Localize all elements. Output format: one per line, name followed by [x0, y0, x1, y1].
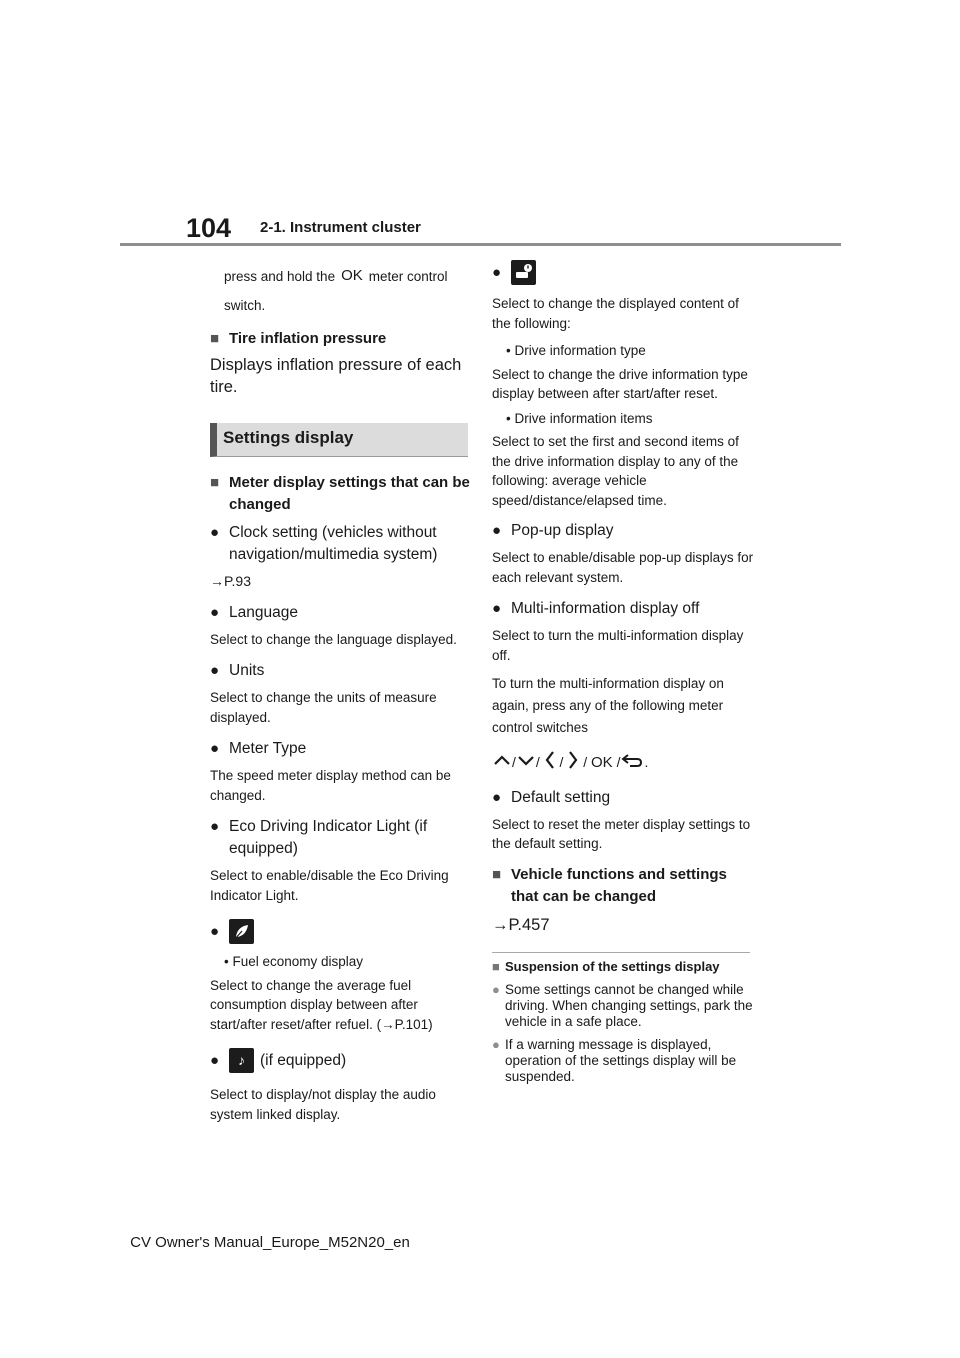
default-item: ● Default setting	[492, 788, 611, 806]
back-arrow-icon	[620, 752, 644, 774]
footer-text: CV Owner's Manual_Europe_M52N20_en	[130, 1234, 410, 1251]
note-title: ■ Suspension of the settings display	[492, 958, 720, 974]
continued-line1b: meter control	[368, 269, 448, 284]
popup-item: ● Pop-up display	[492, 522, 614, 539]
section-title: 2-1. Instrument cluster	[260, 219, 421, 236]
fuel-item: ●	[210, 919, 472, 944]
drive-type-sub: • Drive information type	[506, 343, 646, 358]
popup-desc: Select to enable/disable pop-up displays for each relevant system.	[492, 550, 754, 585]
eco-item: ● Eco Driving Indicator Light (if equipped)	[210, 818, 428, 857]
page-number: 104	[186, 213, 232, 243]
language-desc: Select to change the language displayed.	[210, 631, 457, 647]
audio-item: ● ♪ (if equipped)	[210, 1048, 472, 1073]
meter-type-desc: The speed meter display method can be changed.	[210, 768, 451, 803]
drive-info-icon	[511, 260, 536, 285]
chevron-down-icon	[516, 753, 536, 773]
leaf-icon	[229, 919, 254, 944]
turn-on-text: To turn the multi-information display on again, press any of the following meter control switches	[492, 676, 724, 735]
vehicle-functions-heading: ■ Vehicle functions and settings that can be changed	[492, 865, 727, 905]
switch-icons-row: / / / / OK / .	[492, 749, 754, 777]
music-note-icon: ♪	[229, 1048, 254, 1073]
chevron-left-icon	[544, 749, 556, 777]
ok-switch-glyph: OK	[341, 267, 363, 284]
chevron-up-icon	[492, 753, 512, 773]
ok-switch-label: OK	[591, 754, 613, 771]
audio-desc: Select to display/not display the audio system linked display.	[210, 1087, 436, 1122]
drive-items-sub: • Drive information items	[506, 410, 653, 426]
drive-type-desc: Select to change the drive information type display between after start/after reset.	[492, 366, 748, 401]
tire-heading: ■ Tire inflation pressure	[210, 330, 387, 347]
footer	[0, 1234, 960, 1251]
fuel-desc: Select to change the average fuel consumption display between after start/after reset/after refuel. (→P.101)	[210, 977, 433, 1032]
default-desc: Select to reset the meter display settings to the default setting.	[492, 816, 751, 851]
units-item: ● Units	[210, 662, 265, 679]
chevron-right-icon	[567, 749, 579, 777]
settings-display-header: Settings display	[210, 423, 468, 457]
note-rule	[492, 952, 750, 953]
fuel-sub: • Fuel economy display	[224, 954, 364, 969]
meter-type-item: ● Meter Type	[210, 740, 307, 757]
units-desc: Select to change the units of measure displayed.	[210, 690, 437, 725]
drive-items-desc: Select to set the first and second items of the drive information display to any of the following: average vehicle speed/distance/elapsed time.	[492, 434, 739, 508]
right-column	[492, 258, 754, 1085]
continued-line1: press and hold the	[224, 269, 336, 284]
tire-text: Displays inflation pressure of each tire.	[210, 356, 462, 396]
continued-line2: switch.	[224, 298, 266, 313]
drive-desc: Select to change the displayed content of the following:	[492, 296, 739, 331]
mid-off-desc: Select to turn the multi-information display off.	[492, 628, 744, 663]
note-item-2: ● If a warning message is displayed, operation of the settings display will be suspended.	[492, 1036, 737, 1084]
eco-desc: Select to enable/disable the Eco Driving Indicator Light.	[210, 868, 449, 903]
header-rule	[120, 243, 841, 246]
continued-text	[210, 266, 472, 287]
left-column	[210, 258, 472, 1124]
clock-setting-item: ● Clock setting (vehicles without navigation/multimedia system)	[210, 524, 438, 563]
clock-ref: →P.93	[210, 573, 251, 589]
vehicle-ref: →P.457	[492, 915, 550, 934]
mid-off-item: ● Multi-information display off	[492, 600, 700, 617]
language-item: ● Language	[210, 603, 298, 621]
meter-settings-heading: ■ Meter display settings that can be changed	[210, 474, 470, 513]
drive-info-item: ●	[492, 260, 754, 285]
note-item-1: ● Some settings cannot be changed while driving. When changing settings, park the vehicle in a safe place.	[492, 981, 753, 1029]
